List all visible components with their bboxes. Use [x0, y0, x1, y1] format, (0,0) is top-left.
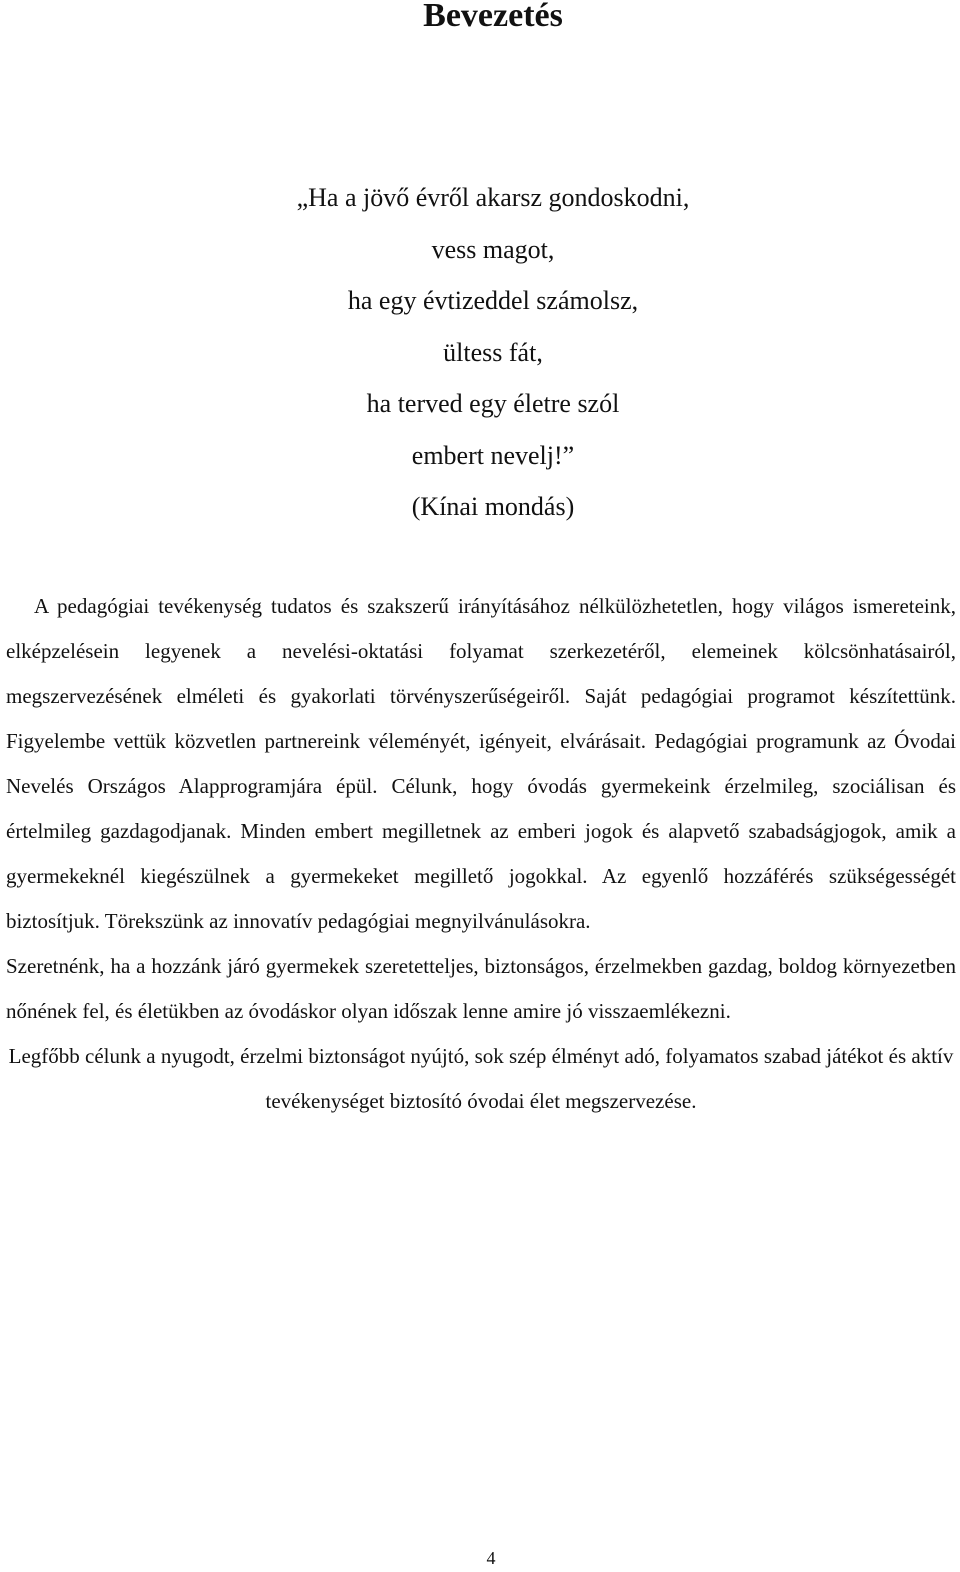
quote-line: ültess fát,: [443, 337, 543, 367]
paragraph-intro: A pedagógiai tevékenység tudatos és szakszerű irányításához nélkülözhetetlen, hogy világos ismereteink, elképzelésein legyenek a nevelési-oktatási folyamat szerkezetéről, elemeinek kölcsönhatásairól, megszervezésének elméleti és gyakorlati törvényszerűségeiről. Saját pedagógiai programot készítettünk. Figyelembe vettük közvetlen partnereink véleményét, igényeit, elvárásait. Pedagógiai programunk az Óvodai Nevelés Országos Alapprogramjára épül. Célunk, hogy óvodás gyermekeink érzelmileg, szociálisan és értelmileg gazdagodjanak. Minden embert megilletnek az emberi jogok és alapvető szabadságjogok, amik a gyermekeknél kiegészülnek a gyermekeket megillető jogokkal. Az egyenlő hozzáférés szükségességét biztosítjuk. Törekszünk az innovatív pedagógiai megnyilvánulásokra.: [6, 594, 956, 933]
quote-source: (Kínai mondás): [411, 492, 575, 521]
paragraph-wishes: Szeretnénk, ha a hozzánk járó gyermekek szeretetteljes, biztonságos, érzelmekben gazdag, boldog környezetben nőnének fel, és életükben az óvodáskor olyan időszak lenne amire jó visszaemlékezni.: [6, 954, 956, 1023]
quote-line: embert nevelj!”: [411, 440, 575, 470]
paragraph-main-goal: Legfőbb célunk a nyugodt, érzelmi biztonságot nyújtó, sok szép élményt adó, folyamatos szabad játékot és aktív tevékenységet biztosító óvodai élet megszervezése.: [8, 1044, 954, 1113]
quote-line: vess magot,: [431, 234, 555, 264]
quote-line: ha terved egy életre szól: [366, 389, 620, 418]
page-title: Bevezetés: [423, 0, 563, 34]
quote-line: „Ha a jövő évről akarsz gondoskodni,: [296, 183, 690, 212]
body-text: [6, 584, 956, 1124]
quote-line: ha egy évtizeddel számolsz,: [347, 286, 639, 315]
page-number: 4: [486, 1548, 496, 1568]
epigraph-quote: [0, 172, 960, 533]
